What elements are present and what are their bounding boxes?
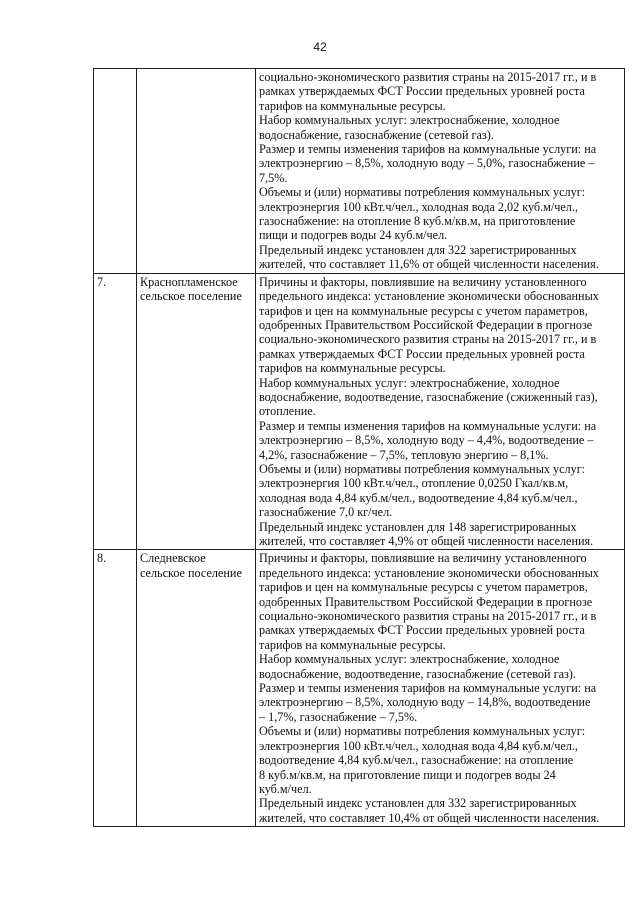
description-line: социально-экономического развития страны на 2015-2017 гг., и в — [259, 70, 597, 84]
description-line: одобренных Правительством Российской Федерации в прогнозе — [259, 317, 593, 332]
description-line: тарифов на коммунальные ресурсы. — [259, 361, 446, 376]
description-cell — [256, 550, 625, 827]
table-body — [94, 69, 625, 827]
tariff-index-table — [93, 68, 625, 827]
settlement-name-line: Краснопламенское — [140, 274, 238, 289]
description-line: электроэнергию – 8,5%, холодную воду – 14,8%, водоотведение — [259, 695, 591, 710]
description-line: электроэнергия 100 кВт.ч/чел., холодная вода 4,84 куб.м/чел., — [259, 738, 578, 753]
description-line: рамках утверждаемых ФСТ России предельных уровней роста — [259, 346, 585, 361]
settlement-name-line: сельское поселение — [140, 289, 242, 304]
settlement-name-cell — [137, 69, 256, 274]
description-line: социально-экономического развития страны на 2015-2017 гг., и в — [259, 332, 597, 347]
description-line: Размер и темпы изменения тарифов на коммунальные услуги: на — [259, 142, 597, 157]
description-line: Объемы и (или) нормативы потребления коммунальных услуг: — [259, 724, 586, 739]
description-line: – 1,7%, газоснабжение – 7,5%. — [259, 709, 418, 724]
table-row — [94, 273, 625, 550]
description-line: холодная вода 4,84 куб.м/чел., водоотведение 4,84 куб.м/чел., — [259, 490, 578, 505]
description-line: социально-экономического развития страны на 2015-2017 гг., и в — [259, 609, 597, 624]
description-line: Размер и темпы изменения тарифов на коммунальные услуги: на — [259, 681, 597, 696]
description-line: водоснабжение, газоснабжение (сетевой газ). — [259, 127, 494, 142]
settlement-name-line: сельское поселение — [140, 565, 242, 580]
description-line: 8 куб.м/кв.м, на приготовление пищи и подогрев воды 24 — [259, 767, 556, 782]
description-line: Предельный индекс установлен для 322 зарегистрированных — [259, 242, 577, 257]
description-line: Объемы и (или) нормативы потребления коммунальных услуг: — [259, 185, 586, 200]
description-cell — [256, 273, 625, 550]
description-line: отопление. — [259, 404, 316, 419]
description-line: Объемы и (или) нормативы потребления коммунальных услуг: — [259, 461, 586, 476]
description-line: Предельный индекс установлен для 148 зарегистрированных — [259, 519, 577, 534]
description-line: газоснабжение 7,0 кг/чел. — [259, 505, 393, 520]
description-line: тарифов и цен на коммунальные ресурсы с учетом параметров, — [259, 303, 588, 318]
description-line: тарифов на коммунальные ресурсы. — [259, 98, 446, 113]
description-line: электроэнергию – 8,5%, холодную воду – 5,0%, газоснабжение – — [259, 156, 595, 171]
description-line: жителей, что составляет 11,6% от общей численности населения. — [259, 257, 599, 272]
description-line: 7,5%. — [259, 170, 288, 185]
settlement-name-cell — [137, 550, 256, 827]
description-line: жителей, что составляет 10,4% от общей численности населения. — [259, 810, 600, 825]
row-number-cell — [94, 69, 137, 274]
description-line: газоснабжение: на отопление 8 куб.м/кв.м, на приготовление — [259, 214, 576, 229]
description-line: водоотведение 4,84 куб.м/чел., газоснабжение: на отопление — [259, 753, 574, 768]
description-line: тарифов на коммунальные ресурсы. — [259, 637, 446, 652]
table-row — [94, 550, 625, 827]
description-line: Набор коммунальных услуг: электроснабжение, холодное — [259, 375, 560, 390]
description-line: Набор коммунальных услуг: электроснабжение, холодное — [259, 113, 560, 128]
description-line: предельного индекса: установление экономически обоснованных — [259, 565, 599, 580]
description-line: Причины и факторы, повлиявшие на величину установленного — [259, 551, 587, 566]
description-line: рамках утверждаемых ФСТ России предельных уровней роста — [259, 623, 585, 638]
row-number-cell: 7. — [94, 273, 137, 550]
description-line: предельного индекса: установление экономически обоснованных — [259, 289, 599, 304]
table-row — [94, 69, 625, 274]
description-line: водоснабжение, водоотведение, газоснабжение (сжиженный газ), — [259, 389, 598, 404]
description-line: куб.м/чел. — [259, 781, 312, 796]
description-line: электроэнергию – 8,5%, холодную воду – 4,4%, водоотведение – — [259, 433, 594, 448]
description-line: пищи и подогрев воды 24 куб.м/чел. — [259, 228, 448, 243]
settlement-name-line: Следневское — [140, 551, 206, 566]
description-line: жителей, что составляет 4,9% от общей численности населения. — [259, 534, 594, 548]
description-line: Размер и темпы изменения тарифов на коммунальные услуги: на — [259, 418, 597, 433]
page-number: 42 — [313, 40, 327, 54]
description-line: электроэнергия 100 кВт.ч/чел., холодная вода 2,02 куб.м/чел., — [259, 199, 578, 214]
description-line: тарифов и цен на коммунальные ресурсы с учетом параметров, — [259, 580, 588, 595]
description-line: водоснабжение, водоотведение, газоснабжение (сетевой газ). — [259, 666, 576, 681]
description-line: одобренных Правительством Российской Федерации в прогнозе — [259, 594, 593, 609]
settlement-name-cell — [137, 273, 256, 550]
description-line: рамках утверждаемых ФСТ России предельных уровней роста — [259, 84, 585, 99]
description-line: Причины и факторы, повлиявшие на величину установленного — [259, 274, 587, 289]
description-line: Предельный индекс установлен для 332 зарегистрированных — [259, 796, 577, 811]
description-cell — [256, 69, 625, 274]
row-number-cell: 8. — [94, 550, 137, 827]
description-line: Набор коммунальных услуг: электроснабжение, холодное — [259, 652, 560, 667]
description-line: 4,2%, газоснабжение – 7,5%, тепловую энергию – 8,1%. — [259, 447, 549, 462]
description-line: электроэнергия 100 кВт.ч/чел., отопление 0,0250 Гкал/кв.м, — [259, 476, 569, 491]
